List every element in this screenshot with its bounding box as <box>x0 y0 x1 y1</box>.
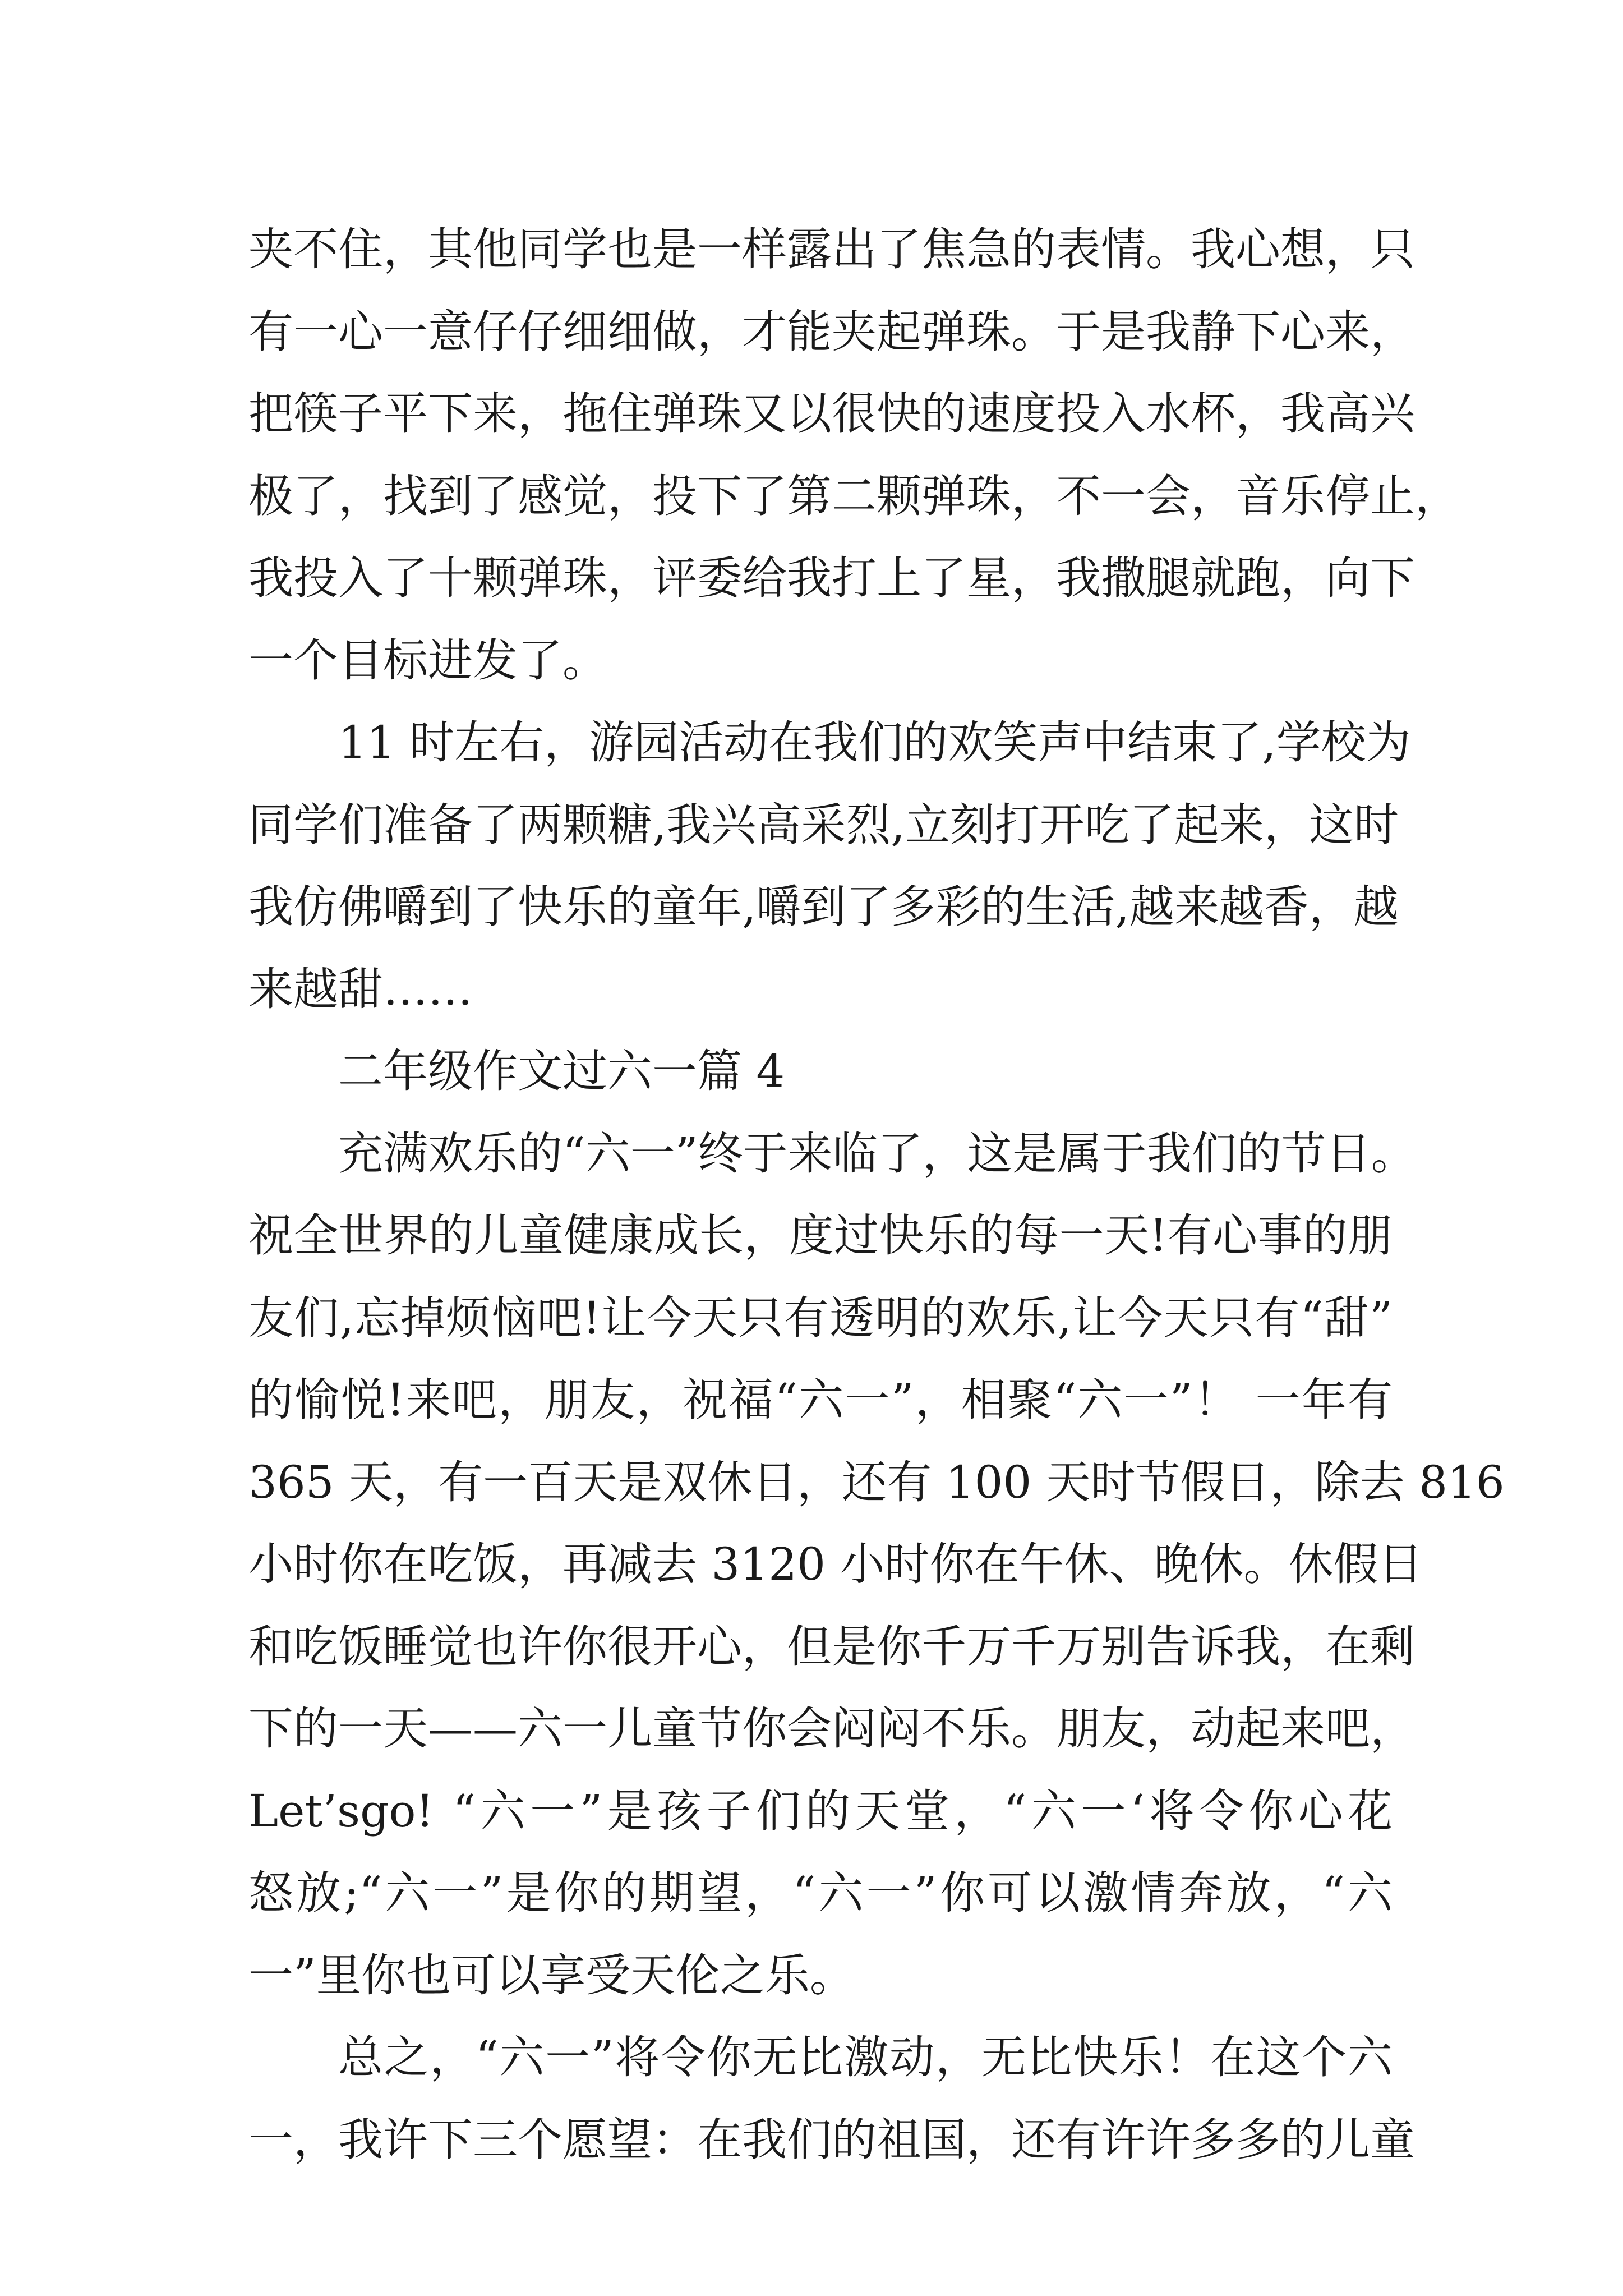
text-line: 365 天，有一百天是双休日，还有 100 天时节假日，除去 816 <box>248 1456 1505 1508</box>
text-line: 来越甜…… <box>248 963 473 1015</box>
text-line: 一个目标进发了。 <box>248 634 607 687</box>
text-line: 怒放;“六一”是你的期望，“六一”你可以激情奔放，“六 <box>248 1867 1393 1919</box>
text-line: 祝全世界的儿童健康成长，度过快乐的每一天!有心事的朋 <box>248 1209 1393 1262</box>
text-line: 友们,忘掉烦恼吧!让今天只有透明的欢乐,让今天只有“甜” <box>248 1291 1393 1344</box>
text-line: 总之，“六一”将令你无比激动，无比快乐！在这个六 <box>338 2031 1393 2083</box>
text-line: 我投入了十颗弹珠，评委给我打上了星，我撒腿就跑，向下 <box>248 552 1415 604</box>
text-line: 把筷子平下来，拖住弹珠又以很快的速度投入水杯，我高兴 <box>248 388 1415 440</box>
text-line: 一”里你也可以享受天伦之乐。 <box>248 1949 855 2001</box>
text-line: 充满欢乐的“六一”终于来临了，这是属于我们的节日。 <box>338 1127 1416 1180</box>
text-line: 小时你在吃饭，再减去 3120 小时你在午休、晚休。休假日 <box>248 1538 1423 1590</box>
text-line: 的愉悦!来吧，朋友，祝福“六一”，相聚“六一”！ 一年有 <box>248 1374 1393 1426</box>
text-line: 夹不住，其他同学也是一样露出了焦急的表情。我心想，只 <box>248 223 1415 275</box>
text-line: 11 时左右，游园活动在我们的欢笑声中结束了,学校为 <box>338 716 1411 769</box>
text-line: 有一心一意仔仔细细做，才能夹起弹珠。于是我静下心来， <box>248 305 1415 358</box>
text-line: 极了，找到了感觉，投下了第二颗弹珠，不一会，音乐停止， <box>248 470 1460 522</box>
text-line: 和吃饭睡觉也许你很开心，但是你千万千万别告诉我，在剩 <box>248 1620 1415 1673</box>
text-line: Let’sgo! “六一”是孩子们的天堂，“六一‘将令你心花 <box>248 1784 1393 1837</box>
text-line: 我仿佛嚼到了快乐的童年,嚼到了多彩的生活,越来越香，越 <box>248 881 1399 933</box>
text-line: 同学们准备了两颗糖,我兴高采烈,立刻打开吃了起来，这时 <box>248 798 1399 851</box>
text-line: 下的一天——六一儿童节你会闷闷不乐。朋友，动起来吧， <box>248 1703 1415 1755</box>
essay-body <box>248 209 1505 2181</box>
section-heading: 二年级作文过六一篇 4 <box>338 1045 785 1097</box>
text-line: 一，我许下三个愿望：在我们的祖国，还有许许多多的儿童 <box>248 2113 1415 2166</box>
